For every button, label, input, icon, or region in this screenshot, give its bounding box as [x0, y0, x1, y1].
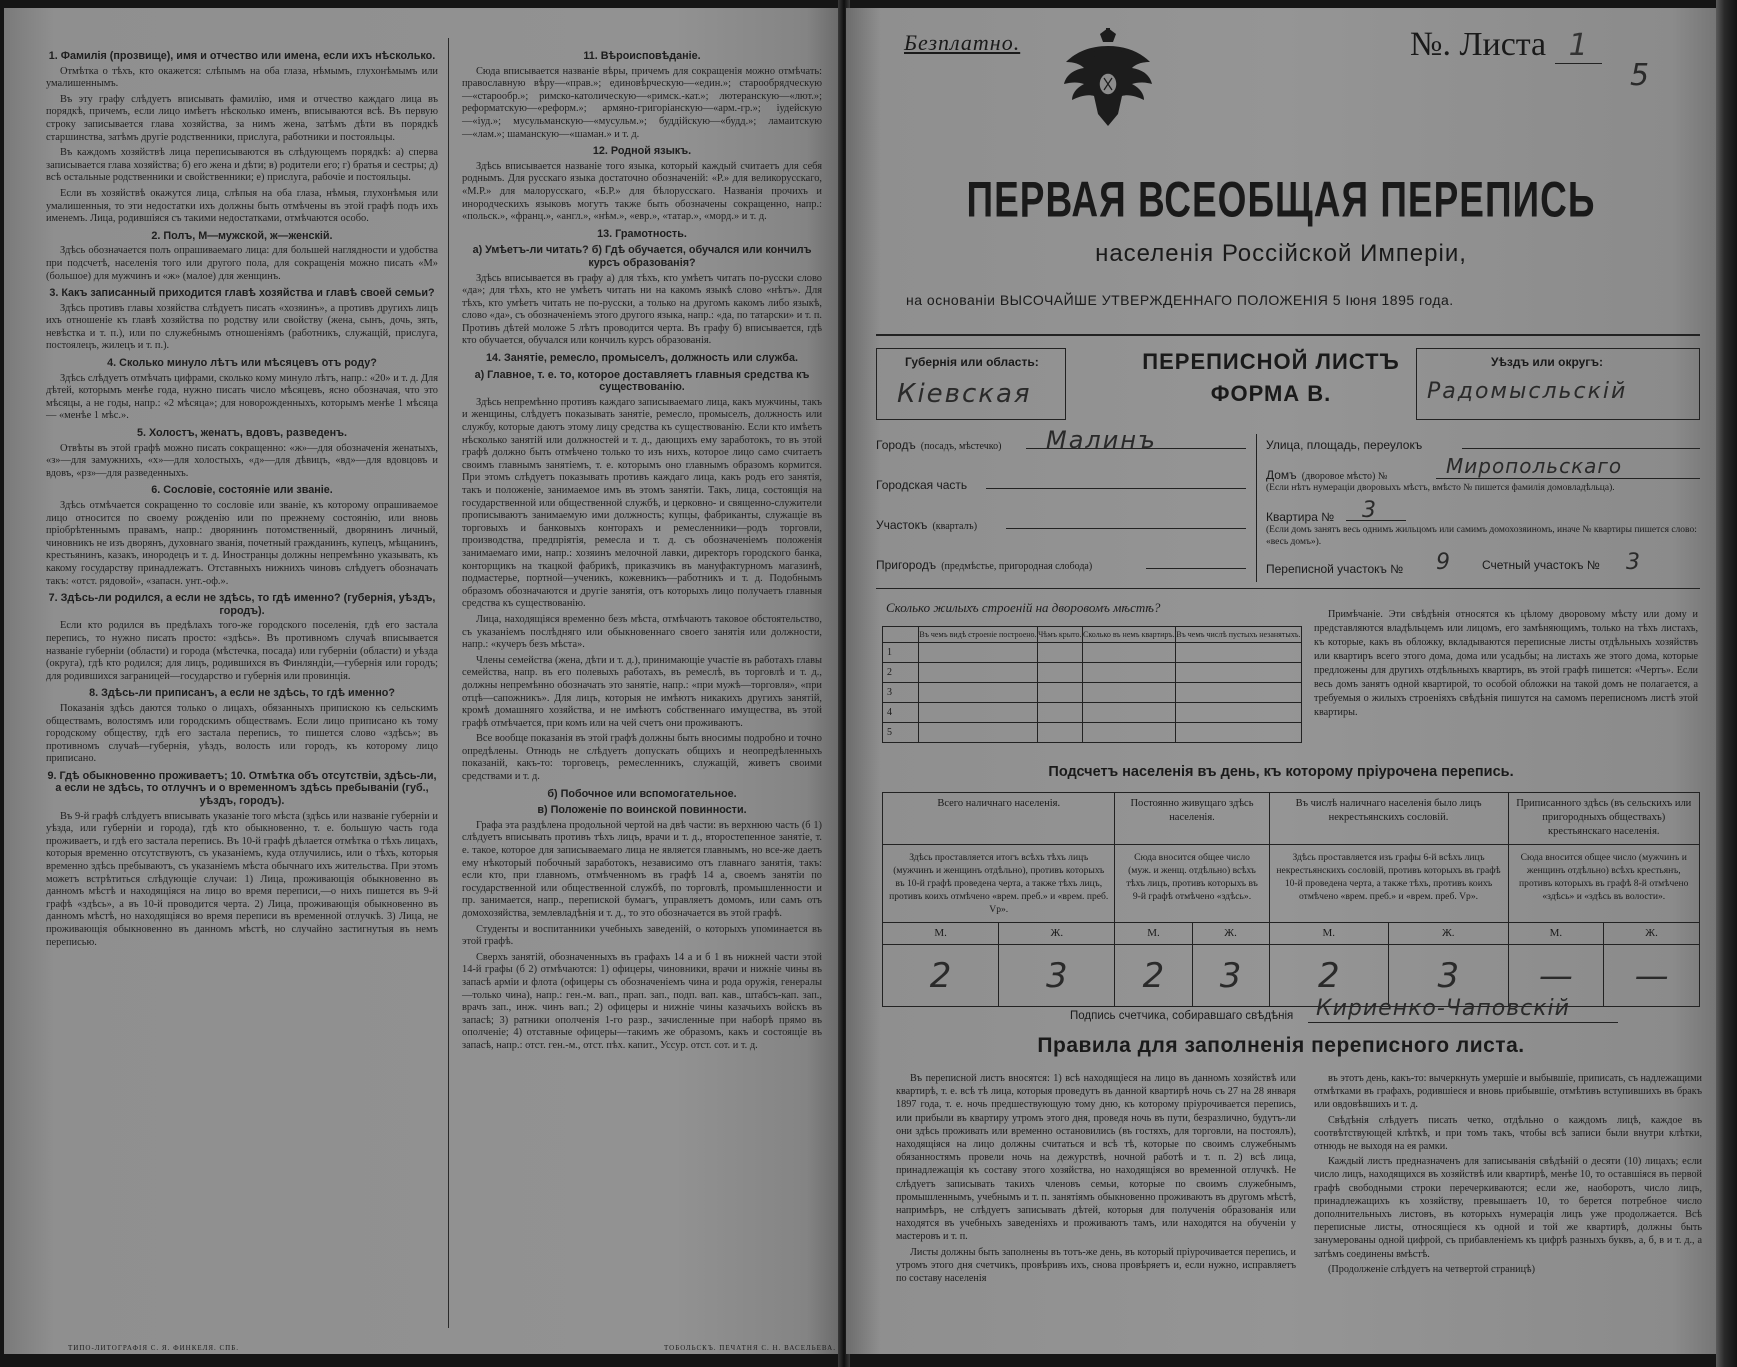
buildings-row — [883, 703, 1302, 723]
instruction-heading: 5. Холостъ, женатъ, вдовъ, разведенъ. — [136, 427, 348, 440]
address-fields-left — [876, 426, 1246, 594]
instruction-paragraph: Сверхъ занятій, обозначенныхъ въ графахъ 14 а и б 1 въ нижней части этой 14-й графы (б 2) отмѣчаются: 1) офицеры, чиновники, врачи и нижніе чины въ запасѣ арміи и флота (офицеры съ обозначеніемъ чина и рода оружія, генералы—только чина), напр.: ген.-м. вап., прап. зап., подп. вап. кав., штабсъ-кап. зап., врачъ зап., инж. чинъ вап.; 2) офицеры и нижніе чины казачьихъ войскъ въ запасѣ; 3) ратники ополченія 1-го разр., зачисленные при наборѣ прямо въ ополченіе; 4) отставные офицеры—такимъ же образомъ, какъ и состоящіе въ запасѣ, напр.: отст. ген.-м., отст. пѣх. капит., Уссур. отст. сот. и т. д. — [462, 951, 822, 1051]
precinct-hint: (кварталъ) — [932, 521, 978, 532]
instruction-heading: 6. Сословіе, состояніе или званіе. — [151, 484, 333, 497]
pop-value-peasant-male: — — [1508, 945, 1604, 1007]
buildings-col-roof: Чѣмъ крыто. — [1037, 627, 1082, 643]
sheet-number-value: 1 — [1555, 28, 1602, 64]
pop-head-resident: Постоянно живущаго здѣсь населенія. — [1115, 793, 1269, 845]
count-district-label: Счетный участокъ № — [1482, 558, 1600, 572]
buildings-row-num: 2 — [883, 663, 919, 683]
province-value: Кіевская — [897, 379, 1032, 409]
sex-female: Ж. — [1192, 923, 1269, 945]
census-form-page — [846, 8, 1716, 1354]
instruction-paragraph: Сюда вписывается названіе вѣры, причемъ для сокращенія можно отмѣчать: православную вѣру—«прав.»; единовѣрческую—«един.»; старообрядческую—«старообр.»; римско-католическую—«римск.-кат.»; лютеранскую—«лют.»; реформатскую—«реформ.»; армяно-григоріанскую—«арм.-гр.»; іудейскую—«іуд.»; мусульманскую—«мусульм.»; буддійскую—«будд.»; ламаитскую—«лам.»; шаманскую—«шаман.» и т. д. — [462, 65, 822, 140]
house-value: Миропольскаго — [1446, 454, 1623, 478]
house-label: Домъ — [1266, 468, 1297, 482]
house-hint: (дворовое мѣсто) № — [1301, 471, 1388, 482]
pop-desc-peasant: Сюда вносится общее число (мужчинъ и женщинъ отдѣльно) всѣхъ крестьянъ, противъ которыхъ въ графѣ 8-й отмѣчено «здѣсь» и «здѣсь въ волости». — [1508, 845, 1699, 923]
suburb-line — [1146, 568, 1246, 569]
instruction-heading: а) Умѣетъ-ли читать? б) Гдѣ обучается, обучался или кончилъ курсъ образованія? — [472, 244, 812, 269]
instruction-paragraph: Здѣсь противъ главы хозяйства слѣдуетъ писать «хозяинъ», а противъ другихъ лицъ ихъ отношеніе къ главѣ хозяйства по родству или свойству (жена, сынъ, дочь, зять, невѣстка и т. п.), или по служебнымъ отношеніямъ (работникъ, служащій, прислуга, постоялецъ, жилецъ и т. п.). — [46, 302, 438, 352]
form-title-line2: ФОРМА В. — [1210, 381, 1332, 406]
imprint-left: ТИПО-ЛИТОГРАФІЯ С. Я. ФИНКЕЛЯ. СПБ. — [68, 1344, 239, 1352]
pop-desc-non-peasant: Здѣсь проставляется изъ графы 6-й всѣхъ лицъ некрестьянскихъ сословій, противъ которыхъ въ графѣ 10-й проведена черта, а также тѣхъ, противъ коихъ отмѣчено «врем. преб.» и «врем. преб. Vр». — [1269, 845, 1508, 923]
instruction-heading: 12. Родной языкъ. — [592, 145, 692, 158]
sex-male: М. — [883, 923, 999, 945]
page-edge — [1716, 0, 1737, 1367]
population-value-row — [883, 945, 1700, 1007]
house-note: (Если нѣтъ нумераціи дворовыхъ мѣстъ, вмѣсто № пишется фамилія домовладѣльца). — [1266, 483, 1615, 493]
census-district-field — [1266, 550, 1700, 578]
rules-paragraph: въ этотъ день, какъ-то: вычеркнуть умершіе и выбывшіе, приписать, съ надлежащими отмѣтками въ графахъ, родившіеся и вновь прибывшіе, отмѣтивъ вступившихъ въ бракъ или овдовѣвшихъ и т. д. — [1314, 1073, 1702, 1111]
pop-value-non-peasant-male: 2 — [1269, 945, 1388, 1007]
street-line — [1462, 448, 1700, 449]
census-district-value: 9 — [1436, 550, 1450, 575]
rules-title: Правила для заполненія переписного листа. — [1037, 1034, 1525, 1057]
instructions-column-b — [462, 46, 822, 1056]
rules-column-a — [896, 1072, 1296, 1287]
population-desc-row — [883, 845, 1700, 923]
precinct-field — [876, 514, 1246, 554]
form-title-line1: ПЕРЕПИСНОЙ ЛИСТЪ — [1142, 349, 1400, 374]
sex-male: М. — [1269, 923, 1388, 945]
instruction-heading: в) Положеніе по воинской повинности. — [537, 804, 747, 817]
address-divider — [1256, 434, 1257, 582]
population-count-title: Подсчетъ населенія въ день, къ которому пріурочена перепись. — [1048, 764, 1514, 780]
pop-value-present-female: 3 — [999, 945, 1115, 1007]
sheet-number — [1410, 26, 1602, 64]
header-rule — [876, 334, 1700, 336]
instruction-paragraph: Въ 9-й графѣ слѣдуетъ вписывать указаніе того мѣста (здѣсь или названіе губерніи и уѣзда, или губерніи и города), гдѣ кто обыкновенно, т. е. большую часть года проживаетъ, и гдѣ его застала перепись. Въ 10-й графѣ дѣлается отмѣтка о тѣхъ лицахъ, которыя временно отсутствуютъ, съ указаніемъ, куда отлучились, или о тѣхъ, которыя временно здѣсь пребываютъ, съ указаніемъ мѣста обычнаго ихъ жительства. При этомъ можетъ встрѣтиться слѣдующіе случаи: 1) Лица, проживающія обыкновенно въ данномъ мѣстѣ и находящіяся на лицо во время переписи,—о нихъ пишется въ 9-й графѣ «здѣсь», а въ 10-й проводится черта. 2) Лица, проживающія обыкновенно въ данномъ мѣстѣ, но находящіяся во время переписи въ временной отлучкѣ. 3) Лица, не проживающія обыкновенно въ данномъ мѣстѣ, но случайно застигнутыя въ немъ переписью. — [46, 810, 438, 948]
instruction-paragraph: Студенты и воспитанники учебныхъ заведеній, о которыхъ упоминается въ этой графѣ. — [462, 923, 822, 948]
pop-value-present-male: 2 — [883, 945, 999, 1007]
province-label: Губернія или область: — [905, 355, 1039, 369]
rules-paragraph: Каждый листъ предназначенъ для записыванія свѣдѣній о десяти (10) лицахъ; если число лицъ, находящихся въ хозяйствѣ или квартирѣ, менѣе 10, то оставшіяся въ первой графѣ свободными строки перечеркиваются; если же, наоборотъ, число лицъ, принадлежащихъ къ хозяйству, превышаетъ 10, то берется потребное число дополнительныхъ листовъ, въ которыхъ нумерація лицъ уже продолжается. Всѣ переписные листы, относящіеся къ одной и той же квартирѣ, должны быть занумерованы одной цифрой, съ прибавленіемъ къ цифрѣ разныхъ буквъ, а, б, в и т. д., а затѣмъ соединены вмѣстѣ. — [1314, 1156, 1702, 1260]
precinct-label: Участокъ — [876, 518, 928, 532]
pop-value-peasant-female: — — [1604, 945, 1700, 1007]
buildings-col-num — [883, 627, 919, 643]
pop-value-non-peasant-female: 3 — [1389, 945, 1509, 1007]
pop-value-resident-male: 2 — [1115, 945, 1192, 1007]
district-value: Радомысльскій — [1427, 379, 1628, 404]
instruction-heading: 1. Фамилія (прозвище), имя и отчество или имена, если ихъ нѣсколько. — [48, 50, 436, 62]
district-box — [1416, 348, 1700, 420]
census-legal-basis: на основаніи ВЫСОЧАЙШЕ УТВЕРЖДЕННАГО ПОЛОЖЕНІЯ 5 Іюня 1895 года. — [906, 292, 1454, 308]
pop-head-peasant: Приписанного здѣсь (въ сельскихъ или пригородныхъ обществахъ) крестьянскаго населенія. — [1508, 793, 1699, 845]
instructions-column-a — [46, 46, 438, 952]
instruction-heading: 7. Здѣсь-ли родился, а если не здѣсь, то гдѣ именно? (губернія, уѣздъ, городъ). — [48, 592, 436, 617]
rules-column-b — [1314, 1072, 1702, 1278]
suburb-label: Пригородъ — [876, 558, 937, 572]
instruction-paragraph: Въ каждомъ хозяйствѣ лица переписываются въ слѣдующемъ порядкѣ: а) сперва записывается глава хозяйства; б) его жена и дѣти; в) родители его; г) братья и сестры; д) всѣ остальные родственники и свойственники; е) прислуга, рабочіе и постояльцы. — [46, 147, 438, 184]
instruction-heading: 9. Гдѣ обыкновенно проживаетъ; 10. Отмѣтка объ отсутствіи, здѣсь-ли, а если не здѣсь, то отлучнъ и о временномъ здѣсь пребываніи (губ., уѣздъ, городъ). — [47, 769, 437, 808]
sex-female: Ж. — [999, 923, 1115, 945]
city-part-line — [986, 488, 1246, 489]
instruction-paragraph: Графа эта раздѣлена продольной чертой на двѣ части: въ верхнюю часть (б 1) слѣдуетъ вписывать противъ тѣхъ лицъ, врачи и т. д., второстепенное занятіе, т. е. такое, которое для записываемаго лица не является главнымъ, но все-же даетъ ему нѣкоторый побочный заработокъ, независимо отъ главнаго занятія, такъ: если кто, при главномъ, отмѣченномъ въ графѣ 14 а, своемъ занятіи по государственной или общественной службѣ, по торговлѣ, промышленности и пр. занимается, напр., перепиской бумагъ, управляетъ домомъ, или самъ отъ домохозяйства, землевладѣнія и т. д., то это обозначается въ этой графѣ. — [462, 819, 822, 919]
instruction-heading: 13. Грамотность. — [597, 227, 687, 240]
imprint-right: ТОБОЛЬСКЪ. ПЕЧАТНЯ С. Н. ВАСЕЛЬЕВА. — [664, 1344, 836, 1352]
instruction-paragraph: Лица, находящіяся временно безъ мѣста, отмѣчаютъ таковое обстоятельство, съ указаніемъ послѣдняго или обыкновеннаго своего занятія или должности, напр.: «кучеръ безъ мѣста». — [462, 613, 822, 651]
population-head-row — [883, 793, 1700, 845]
buildings-question: Сколько жилыхъ строеній на дворовомъ мѣстѣ? — [886, 600, 1161, 615]
instruction-heading: 4. Сколько минуло лѣтъ или мѣсяцевъ отъ роду? — [107, 357, 377, 370]
apartment-value: 3 — [1362, 498, 1376, 523]
instruction-paragraph: Если въ хозяйствѣ окажутся лица, слѣпыя на оба глаза, нѣмыя, глухонѣмыя или умалишенныя, то эти недостатки ихъ должны быть отмѣчены въ этой графѣ подъ ихъ именемъ. Лица, родившіяся съ такими недостатками, отмѣчаются особо. — [46, 187, 438, 225]
free-of-charge-label: Безплатно. — [904, 30, 1021, 55]
instruction-paragraph: Показанія здѣсь даются только о лицахъ, обязанныхъ припискою къ сельскимъ обществамъ, волостямъ или городскимъ обществамъ. Если лицо приписано къ тому городскому обществу, гдѣ его застала перепись, то пишется слово «здѣсь»; въ противномъ случаѣ—губернія, уѣздъ, волость или городъ, къ которому лицо приписано. — [46, 702, 438, 765]
street-label: Улица, площадь, переулокъ — [1266, 438, 1423, 452]
instruction-paragraph: Здѣсь вписывается въ графу а) для тѣхъ, кто умѣетъ читать по-русски слово «да»; для тѣхъ, кто не умѣетъ читать ни на какомъ языкѣ слово «нѣтъ». Для тѣхъ, кто умѣетъ читать не по-русски, а только на другомъ какомъ либо языкѣ, слово «да», съ обозначеніемъ этого другого языка, напр.: «да, по татарски» и т. п. Противъ дѣтей моложе 5 лѣтъ проводится черта. Въ графу б) вписывается, гдѣ кто обучается, обучался или кончилъ курсъ образованія. — [462, 272, 822, 347]
column-divider — [448, 38, 449, 1328]
buildings-row-num: 3 — [883, 683, 919, 703]
street-field — [1266, 434, 1700, 456]
instruction-heading: 3. Какъ записанный приходится главѣ хозяйства и главѣ своей семьи? — [49, 287, 435, 300]
buildings-col-vacant: Въ чемъ числѣ пустыхъ незанятыхъ. — [1175, 627, 1301, 643]
pop-head-present: Всего наличнаго населенія. — [883, 793, 1115, 845]
sex-male: М. — [1115, 923, 1192, 945]
form-title — [1101, 346, 1441, 410]
instruction-paragraph: Все вообще показанія въ этой графѣ должны быть вносимы подробно и точно опредѣлены. Отнюдь не слѣдуетъ допускать общихъ и неопредѣленныхъ показаній, какъ-то: торговецъ, ремесленникъ, служащій, живетъ своими средствами и т. д. — [462, 733, 822, 783]
buildings-row-num: 1 — [883, 643, 919, 663]
census-title: ПЕРВАЯ ВСЕОБЩАЯ ПЕРЕПИСЬ — [966, 172, 1596, 228]
apartment-field — [1266, 498, 1700, 524]
instruction-paragraph: Отвѣты въ этой графѣ можно писать сокращенно: «ж»—для обозначенія женатыхъ, «з»—для замужнихъ, «х»—для холостыхъ, «д»—для дѣвицъ, «вд»—для вдовцовъ и вдовъ, «рз»—для разведенныхъ. — [46, 442, 438, 479]
town-hint: (посадъ, мѣстечко) — [920, 441, 1002, 452]
buildings-col-apartments: Сколько въ немъ квартиръ. — [1082, 627, 1175, 643]
pop-value-resident-female: 3 — [1192, 945, 1269, 1007]
district-label: Уѣздъ или округъ: — [1491, 355, 1604, 369]
house-line — [1436, 478, 1700, 479]
town-line — [1026, 448, 1246, 449]
buildings-row — [883, 683, 1302, 703]
sheet-number-label: №. Листа — [1410, 26, 1547, 63]
signature-line — [1308, 1022, 1618, 1023]
instruction-paragraph: Здѣсь вписывается названіе того языка, который каждый считаетъ для себя роднымъ. Для русскаго языка достаточно обозначеній: «Р.» для великорусскаго, «М.Р.» для малорусскаго, «Б.Р.» для бѣлорусскаго. Названія прочихъ и инородческихъ языковъ могутъ также быть обозначены сокращенно, напр.: «польск.», «франц.», «англ.», «нѣм.», «евр.», «татар.», «морд.» и т. д. — [462, 160, 822, 223]
address-fields-right — [1266, 434, 1700, 578]
pop-head-non-peasant: Въ числѣ наличнаго населенія было лицъ некрестьянскихъ сословій. — [1269, 793, 1508, 845]
province-box — [876, 348, 1066, 420]
address-rule — [876, 588, 1700, 589]
census-subtitle: населенія Россійской Имперіи, — [1095, 240, 1467, 267]
buildings-col-material: Въ чемъ видѣ строеніе построено. — [919, 627, 1038, 643]
count-district-value: 3 — [1626, 550, 1640, 575]
instruction-paragraph: Здѣсь слѣдуетъ отмѣчать цифрами, сколько кому минуло лѣтъ, напр.: «20» и т. д. Для дѣтей, которымъ менѣе года, нужно писать число мѣсяцевъ, ясно обозначая, что это мѣсяцы, а не годы, напр.: «2 мѣсяца»; для новорожденныхъ, которымъ менѣе 1 мѣсяца — «менѣе 1 мѣс.». — [46, 372, 438, 422]
population-count-table — [882, 792, 1700, 1007]
instruction-heading: 14. Занятіе, ремесло, промыселъ, должность или служба. — [486, 352, 798, 365]
instruction-heading: 11. Вѣроисповѣданіе. — [583, 50, 701, 62]
left-page — [4, 8, 840, 1354]
sex-female: Ж. — [1389, 923, 1509, 945]
house-field — [1266, 454, 1700, 482]
town-field — [876, 426, 1246, 474]
apartment-line — [1346, 520, 1406, 521]
buildings-row-num: 5 — [883, 723, 919, 743]
buildings-row-num: 4 — [883, 703, 919, 723]
instruction-paragraph: Здѣсь отмѣчается сокращенно то сословіе или званіе, къ которому опрашиваемое лицо относится по своему рожденію или по прежнему состоянію, или вновь пріобрѣтеннымъ правамъ, напр.: дворянинъ потомственный, дворянинъ личный, чиновникъ не изъ дворянъ, духовнаго званія, почетный гражданинъ, купецъ, мѣщанинъ, крестьянинъ, казакъ, инородецъ и т. д. Иностранцы должны непремѣнно указывать, къ какому государству принадлежатъ. Отставныхъ нижнихъ чиновъ слѣдуетъ обозначать такъ: «отст. рядовой», «запасн. унт.-оф.». — [46, 500, 438, 587]
buildings-table — [882, 626, 1302, 743]
rules-paragraph: (Продолженіе слѣдуетъ на четвертой страницѣ) — [1328, 1263, 1535, 1275]
pop-desc-resident: Сюда вносится общее число (муж. и женщ. отдѣльно) всѣхъ тѣхъ лицъ, противъ которыхъ въ 9-й графѣ отмѣчено «здѣсь». — [1115, 845, 1269, 923]
city-part-label: Городская часть — [876, 478, 968, 492]
town-label: Городъ — [876, 438, 916, 452]
instruction-heading: а) Главное, т. е. то, которое доставляетъ главныя средства къ существованію. — [474, 368, 810, 394]
census-district-label: Переписной участокъ № — [1266, 562, 1404, 576]
sex-male: М. — [1508, 923, 1604, 945]
instruction-paragraph: Отмѣтка о тѣхъ, кто окажется: слѣпымъ на оба глаза, нѣмымъ, глухонѣмымъ или умалишеннымъ. — [46, 65, 438, 90]
buildings-row — [883, 643, 1302, 663]
instruction-paragraph: Члены семейства (жена, дѣти и т. д.), принимающіе участіе въ работахъ главы семейства, напр. въ его полевыхъ работахъ, въ ремеслѣ, въ торговлѣ и т. д., должны непремѣнно обозначать это занятіе, напр.: «при мужѣ—торговля», «при отцѣ—сапожникъ». Для лицъ, которыя не имѣютъ никакихъ другихъ занятій, кромѣ домашняго хозяйства, и не имѣютъ собственнаго имущества, въ этой графѣ отмѣчается, при комъ или на чей счетъ они проживаютъ. — [462, 654, 822, 729]
city-part-field — [876, 474, 1246, 514]
town-value: Малинъ — [1046, 426, 1157, 454]
instruction-paragraph: Здѣсь непремѣнно противъ каждаго записываемаго лица, какъ мужчины, такъ и женщины, слѣдуетъ показывать занятіе, ремесло, промыселъ, должность или службу, которые даютъ этому лицу средства къ существованію. Если кто имѣетъ нѣсколько занятій или должностей и т. д., дающихъ ему заработокъ, то въ этой графѣ должно быть отмѣчено только то изъ нихъ, которое лицо само считаетъ своимъ главнымъ занятіемъ, т. е. которымъ оно главнымъ образомъ кормится. При этомъ слѣдуетъ показывать противъ каждаго лица, какъ родъ его занятія, такъ и положеніе, занимаемое имъ въ этомъ занятіи. Такъ, лица, состоящія на государственной или общественной службѣ, и церковно- и священно-служители прописываютъ занимаемую ими должность; купцы, фабриканты, служащіе въ торговыхъ и банковыхъ конторахъ и ремесленники—родъ торговли, производства, предпріятія, ремесла и т. д. съ обозначеніемъ положенія занимаемаго ими, напр.: хозяинъ мелочной лавки, директоръ городского банка, конторщикъ на ткацкой фабрикѣ, приказчикъ въ мануфактурномъ магазинѣ, подмастерье, портной—ученикъ, кожевникъ—работникъ и т. д. Подобнымъ образомъ обозначаются и другіе занятія, отъ которыхъ лицо получаетъ главныя средства къ существованію. — [462, 396, 822, 610]
suburb-hint: (предмѣстье, пригородная слобода) — [941, 561, 1093, 572]
precinct-line — [1006, 528, 1246, 529]
instruction-heading: 2. Полъ, М—мужской, ж—женскій. — [151, 229, 333, 242]
apartment-label: Квартира № — [1266, 510, 1335, 524]
margin-folio-number: 5 — [1630, 58, 1650, 93]
instruction-heading: 8. Здѣсь-ли приписанъ, а если не здѣсь, то гдѣ именно? — [89, 687, 395, 700]
buildings-row — [883, 723, 1302, 743]
pop-desc-present: Здѣсь проставляется итогъ всѣхъ тѣхъ лицъ (мужчинъ и женщинъ отдѣльно), противъ которыхъ въ 10-й графѣ проведена черта, а также тѣхъ лицъ, противъ коихъ отмѣчено «врем. преб.» и «врем. преб. Vр». — [883, 845, 1115, 923]
rules-paragraph: Листы должны быть заполнены въ тотъ-же день, въ который пріурочивается перепись, и утромъ этого дня счетчикъ, провѣривъ ихъ, снова провѣряетъ и, если нужно, исправляетъ по составу населенія — [896, 1246, 1296, 1285]
instruction-paragraph: Въ эту графу слѣдуетъ вписывать фамилію, имя и отчество каждаго лица въ порядкѣ, причемъ, если лицо имѣетъ нѣсколько именъ, вписываются всѣ. Въ первую строку записывается глава хозяйства, за нимъ жена, затѣмъ дѣти въ порядкѣ старшинства, затѣмъ другіе родственники, прислуга, работники и постояльцы. — [46, 93, 438, 143]
rules-paragraph: Въ переписной листъ вносятся: 1) всѣ находящіеся на лицо въ данномъ хозяйствѣ или квартирѣ, т. е. всѣ тѣ лица, которыя проведутъ въ данной квартирѣ ночь съ 27 на 28 января 1897 года, т. е. ночь предшествующую тому дню, къ которому пріурочивается перепись, или прибыли въ квартиру утромъ этого дня, проведя ночь въ пути, безразлично, будутъ-ли они здѣсь проживать или временно остановились (въ гостяхъ, для торговли, на постоялъ), находящіяся на лицо должны считаться и всѣ тѣ, которые по своимъ служебнымъ обязанностямъ провели ночь на дежурствѣ, ночной работѣ и т. п. 2) всѣ лица, принадлежащія къ составу этого хозяйства, но находящіяся во временной отлучкѣ. Не слѣдуетъ записывать такихъ членовъ семьи, которые по своимъ служебнымъ, промышленнымъ, учебнымъ и т. п. занятіямъ обыкновенно проживаютъ въ другомъ мѣстѣ, напримѣръ, не слѣдуетъ записывать дѣтей, которыя для полученія образованія или находятся въ учебныхъ заведеніяхъ и проживаютъ тамъ, или находятся на обученіи у мастеровъ и т. п. — [896, 1073, 1296, 1243]
instruction-paragraph: Здѣсь обозначается полъ опрашиваемаго лица: для большей наглядности и удобства при подсчетѣ, населенія того или другого пола, для сокращенія можно писать «М» (большое) для мужчинъ и «ж» (малое) для женщинъ. — [46, 245, 438, 282]
buildings-row — [883, 663, 1302, 683]
buildings-header-row — [883, 627, 1302, 643]
apartment-note: (Если домъ занятъ весь однимъ жильцомъ или самимъ домохозяиномъ, иначе № квартиры пишется слово: «весь домъ»). — [1266, 525, 1697, 547]
sex-female: Ж. — [1604, 923, 1700, 945]
rules-paragraph: Свѣдѣнія слѣдуетъ писать четко, отдѣльно о каждомъ лицѣ, каждое въ соотвѣтствующей клѣткѣ, и при томъ такъ, чтобы всѣ записи были внутри клѣтки, отнюдь не выходя на ея рамки. — [1314, 1114, 1702, 1153]
buildings-note: Примѣчаніе. Эти свѣдѣнія относятся къ цѣлому дворовому мѣсту или дому и представляются владѣльцемъ или лицомъ, его замѣняющимъ, только на тѣхъ листахъ, къ которые, какъ въ обложку, вкладываются переписные листы отдѣльныхъ хозяйствъ или квартиръ всего этого дома, дома или усадьбы; на листахъ же этого дома, которые предложены для другихъ отдѣльныхъ квартиръ, въ этой графѣ пишется: «Чертъ». Если весь домъ занятъ одной квартирой, то особой обложки на такой домъ не полагается, а требуемыя о жилыхъ строеніяхъ свѣдѣнія пишутся на самомъ переписномъ листѣ этой квартиры. — [1314, 609, 1698, 718]
instruction-heading: б) Побочное или вспомогательное. — [547, 787, 737, 800]
double-headed-eagle-emblem — [1060, 28, 1156, 128]
instruction-paragraph: Если кто родился въ предѣлахъ того-же городского поселенія, гдѣ его застала перепись, то нужно писать просто: «здѣсь». Въ противномъ случаѣ вписывается названіе губерніи (области) и города (мѣстечка, посада) или губерніи (области) и уѣзда (округа), гдѣ кто родился; для лицъ, родившихся въ Финляндіи,—губернія или городъ; для родившихся заграницей—государство и губернія или провинція. — [46, 620, 438, 682]
enumerator-signature: Кириенко-Чаповскій — [1316, 996, 1570, 1021]
enumerator-signature-label: Подпись счетчика, собиравшаго свѣдѣнія — [1070, 1010, 1294, 1022]
population-sex-row — [883, 923, 1700, 945]
